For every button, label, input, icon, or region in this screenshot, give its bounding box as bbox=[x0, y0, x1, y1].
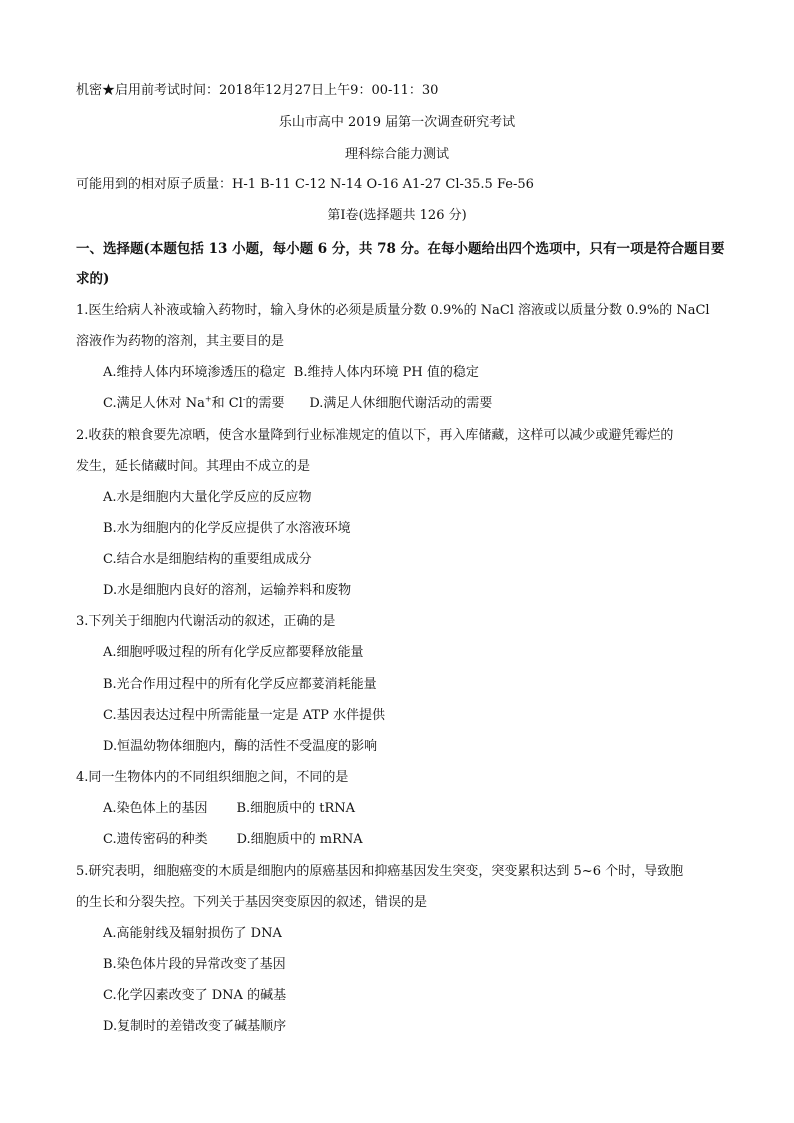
q3-option-b: B.光合作用过程中的所有化学反应都荽消耗能量 bbox=[103, 677, 377, 692]
q1-stem-line2: 溶液作为药物的溶剂，其主要目的是 bbox=[76, 334, 285, 349]
q3-option-a: A.细胞呼吸过程的所有化学反应都要释放能量 bbox=[103, 645, 364, 660]
q5-option-d: D.复制时的差错改变了碱基顺序 bbox=[103, 1019, 287, 1034]
q4-option-c: C.遗传密码的种类 bbox=[103, 832, 208, 847]
q4-options-cd bbox=[103, 831, 363, 849]
exam-subtitle: 理科综合能力测试 bbox=[344, 147, 449, 162]
q2-option-d: D.水是细胞内良好的溶剂，运输养料和废物 bbox=[103, 583, 352, 598]
exam-title: 乐山市高中 2019 届第一次调查研究考试 bbox=[278, 115, 516, 130]
volume-heading: 第Ⅰ卷(选择题共 126 分) bbox=[327, 208, 467, 223]
q4-stem: 4.同一生物体内的不同组织细胞之间，不同的是 bbox=[76, 770, 349, 785]
q2-option-c: C.结合水是细胞结构的重要组成成分 bbox=[103, 552, 312, 567]
q4-option-b: B.细胞质中的 tRNA bbox=[236, 801, 356, 816]
q5-option-b: B.染色体片段的异常改变了基因 bbox=[103, 957, 286, 972]
q2-stem-line1: 2.收获的粮食要先凉晒，使含水量降到行业标准规定的值以下，再入库储藏，这样可以减少或避凭霉烂的 bbox=[76, 428, 674, 443]
q1-option-a: A.维持人体内环境渗透压的稳定 bbox=[103, 365, 286, 380]
q5-option-c: C.化学囚素改变了 DNA 的碱基 bbox=[103, 988, 287, 1003]
q1-option-d: D.满足人休细胞代谢活动的需要 bbox=[309, 396, 493, 411]
q3-option-d: D.恒温幼物体细胞内，酶的活性不受温度的影响 bbox=[103, 739, 378, 754]
q1-option-b: B.维持人体内环境 PH 值的稳定 bbox=[293, 365, 479, 380]
q5-stem-line1: 5.研究表明，细胞癌变的木质是细胞内的原癌基因和抑癌基因发生突变，突变累积达到 5~6 个时，导致胞 bbox=[76, 864, 684, 879]
q3-option-c: C.基因表达过程中所需能量一定是 ATP 水伴提供 bbox=[103, 708, 385, 723]
confidential-exam-time: 机密★启用前考试时间：2018年12月27日上午9：00-11：30 bbox=[76, 83, 439, 98]
atomic-masses: 可能用到的相对原子质量：H-1 B-11 C-12 N-14 O-16 A1-27 Cl-35.5 Fe-56 bbox=[76, 177, 534, 192]
q2-stem-line2: 发生，延长储藏时间。其理由不成立的是 bbox=[76, 459, 311, 474]
q3-stem: 3.下列关于细胞内代谢活动的叙述，正确的是 bbox=[76, 614, 336, 629]
q5-stem-line2: 的生长和分裂失控。下列关于基因突变原因的叙述，错误的是 bbox=[76, 895, 428, 910]
q4-option-a: A.染色体上的基因 bbox=[103, 801, 208, 816]
q1-option-c: C.满足人休对 Na+和 Cl-的需要 bbox=[103, 394, 285, 411]
section-heading-line1: 一、选择题(本题包括 13 小题，每小题 6 分，共 78 分。在每小题给出四个选项中，只有一项是符合题目要 bbox=[76, 241, 725, 257]
q1-options-cd bbox=[103, 395, 492, 413]
section-heading-line2: 求的) bbox=[76, 271, 110, 287]
q2-option-b: B.水为细胞内的化学反应提供了水溶液环境 bbox=[103, 521, 351, 536]
q1-options-ab bbox=[103, 364, 479, 382]
q2-option-a: A.水是细胞内大量化学反应的反应物 bbox=[103, 490, 312, 505]
q1-stem-line1: 1.医生给病人补液或输入药物时，输入身休的必须是质量分数 0.9%的 NaCl 溶液或以质量分数 0.9%的 NaCl bbox=[76, 303, 710, 318]
q5-option-a: A.高能射线及辐射损伤了 DNA bbox=[103, 926, 282, 941]
q4-option-d: D.细胞质中的 mRNA bbox=[236, 832, 363, 847]
q4-options-ab bbox=[103, 800, 355, 818]
